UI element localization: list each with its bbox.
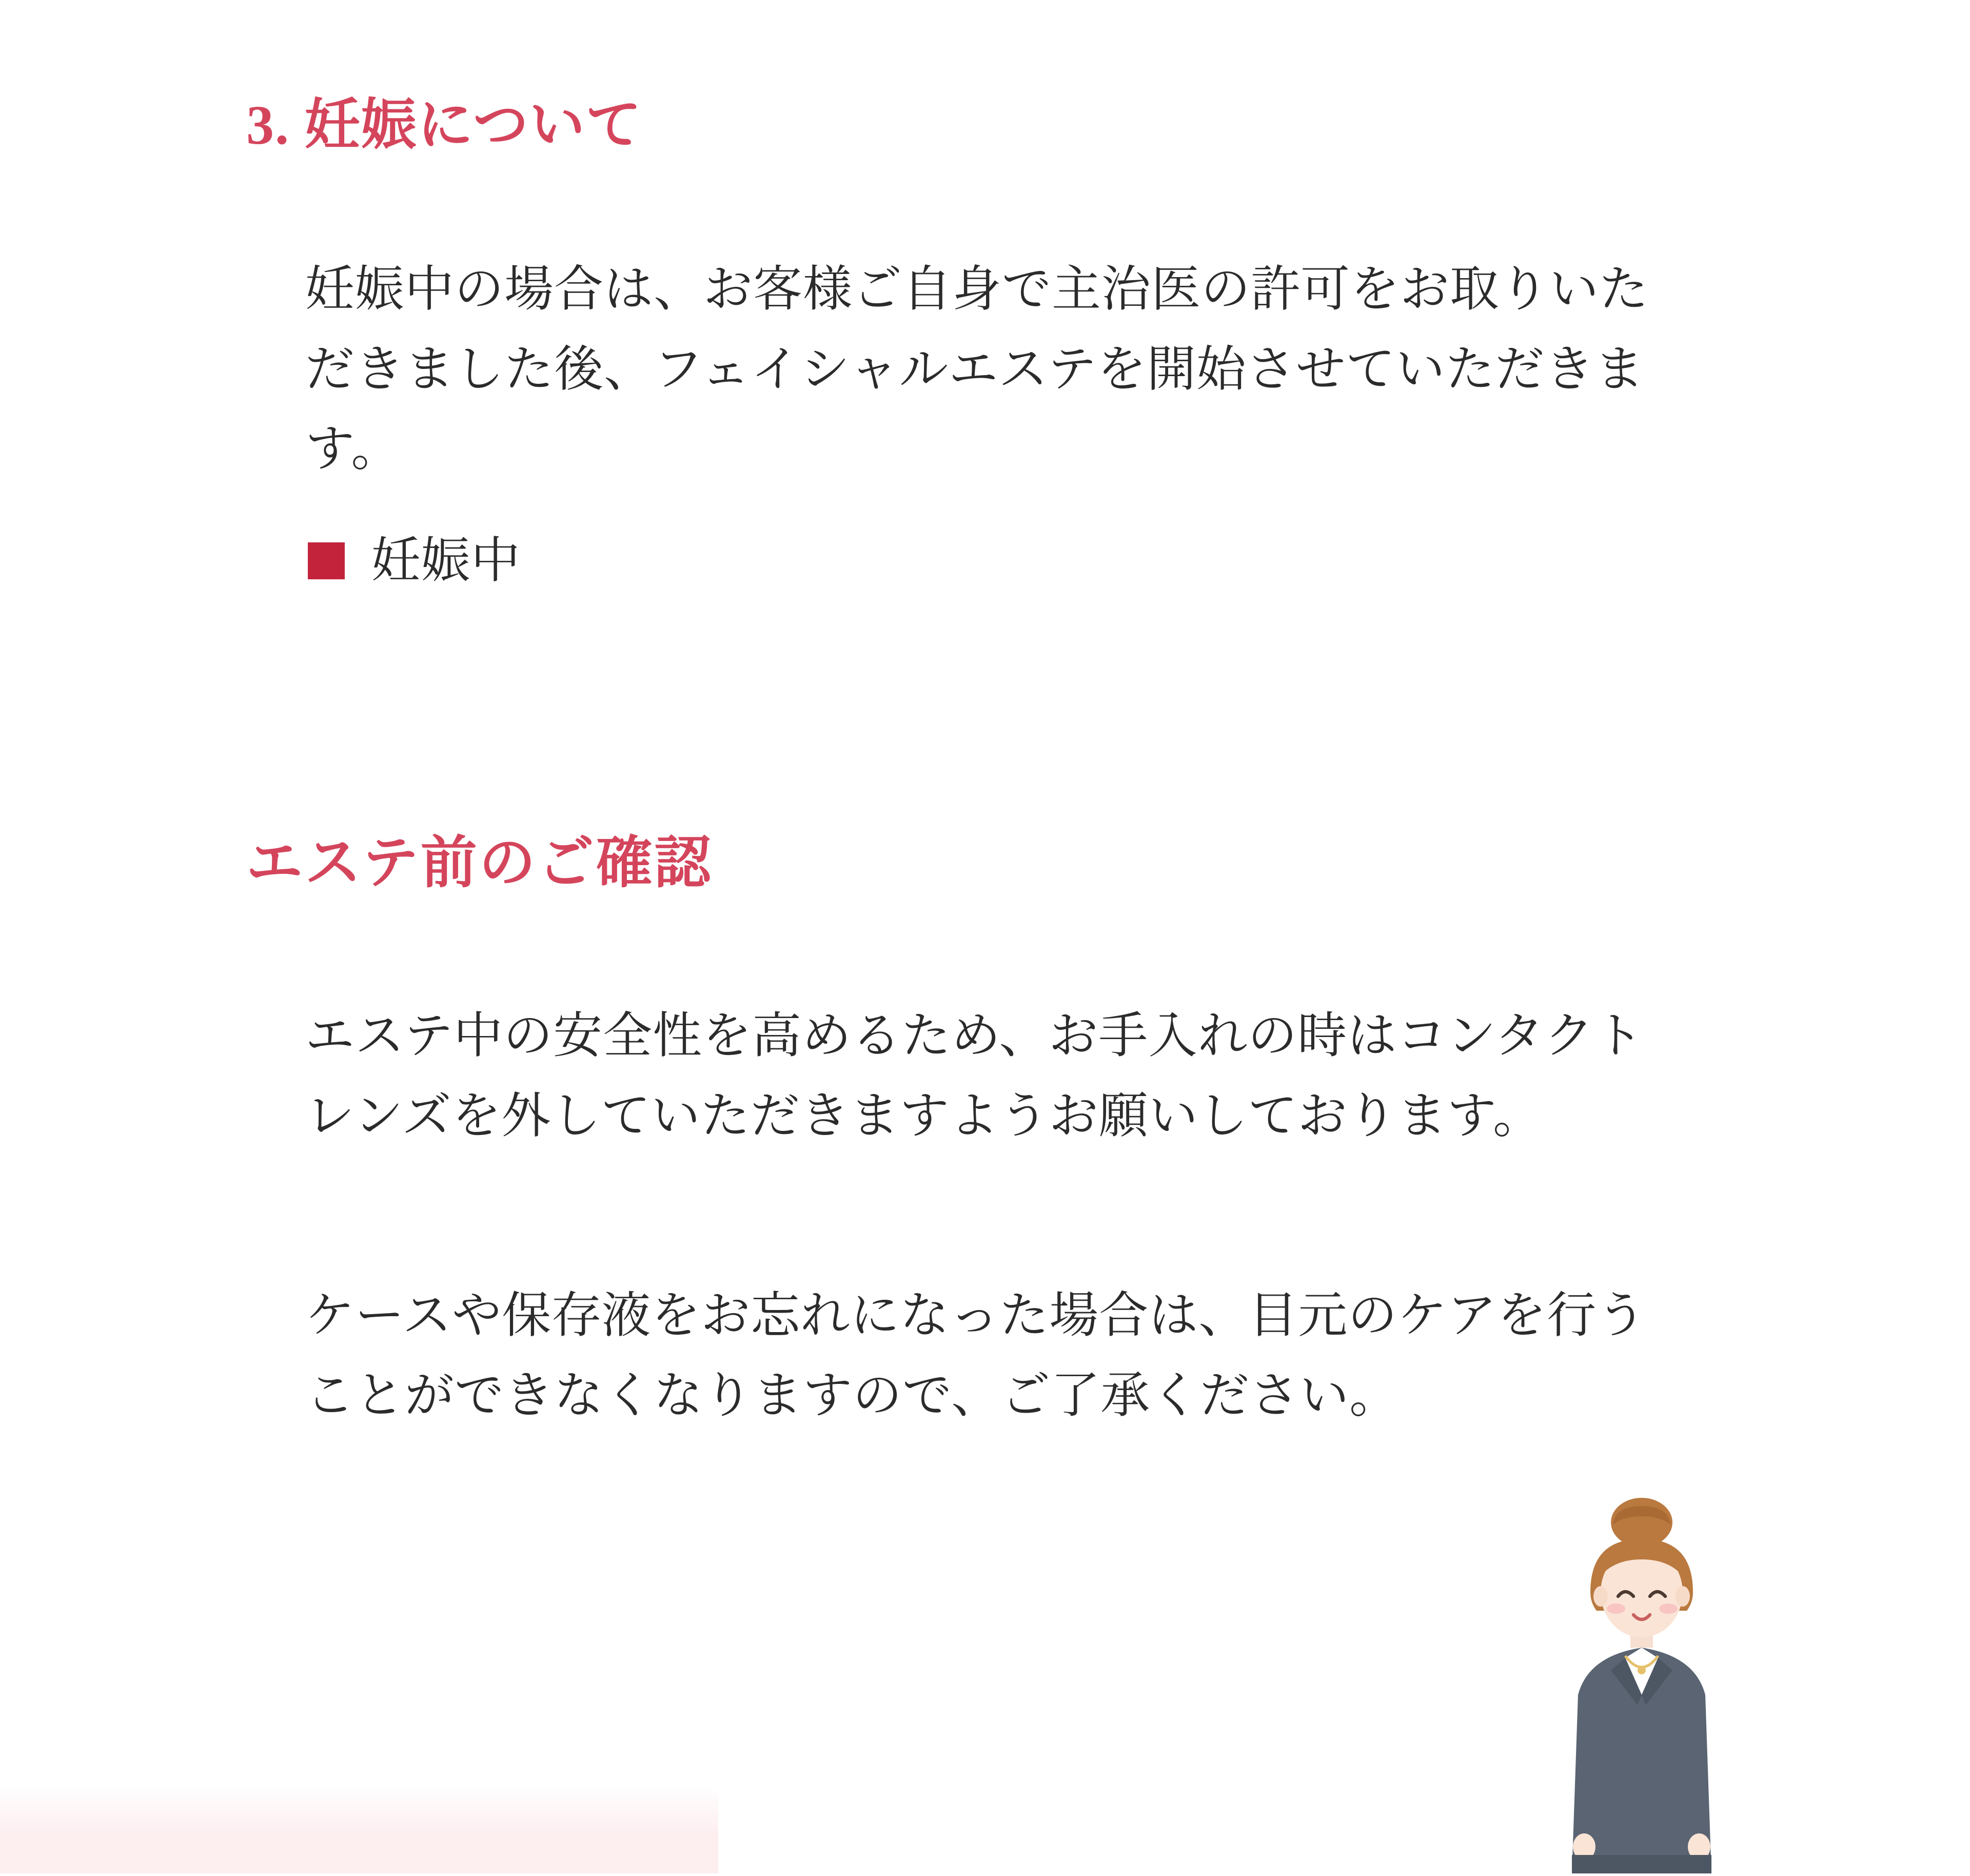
checklist-item-pregnant	[308, 533, 521, 588]
paragraph-case-and-solution: ケースや保存液をお忘れになった場合は、目元のケアを行うことができなくなりますので、ご了承ください。	[305, 1288, 1647, 1423]
checklist-item-label: 妊娠中	[371, 533, 521, 588]
paragraph-contact-lens: エステ中の安全性を高めるため、お手入れの時はコンタクトレンズを外していただきますようお願いしております。	[305, 1008, 1644, 1143]
section-heading-before-treatment: エステ前のご確認	[246, 832, 713, 895]
section-heading-pregnancy: 3. 妊娠について	[246, 94, 642, 156]
paragraph-pregnancy: 妊娠中の場合は、お客様ご自身で主治医の許可をお取りいただきました後、フェイシャルエステを開始させていただきます。	[305, 262, 1649, 477]
filled-square-icon	[308, 542, 345, 579]
woman-in-suit-illustration	[1519, 1494, 1765, 1873]
bottom-pink-tint	[0, 1786, 718, 1873]
